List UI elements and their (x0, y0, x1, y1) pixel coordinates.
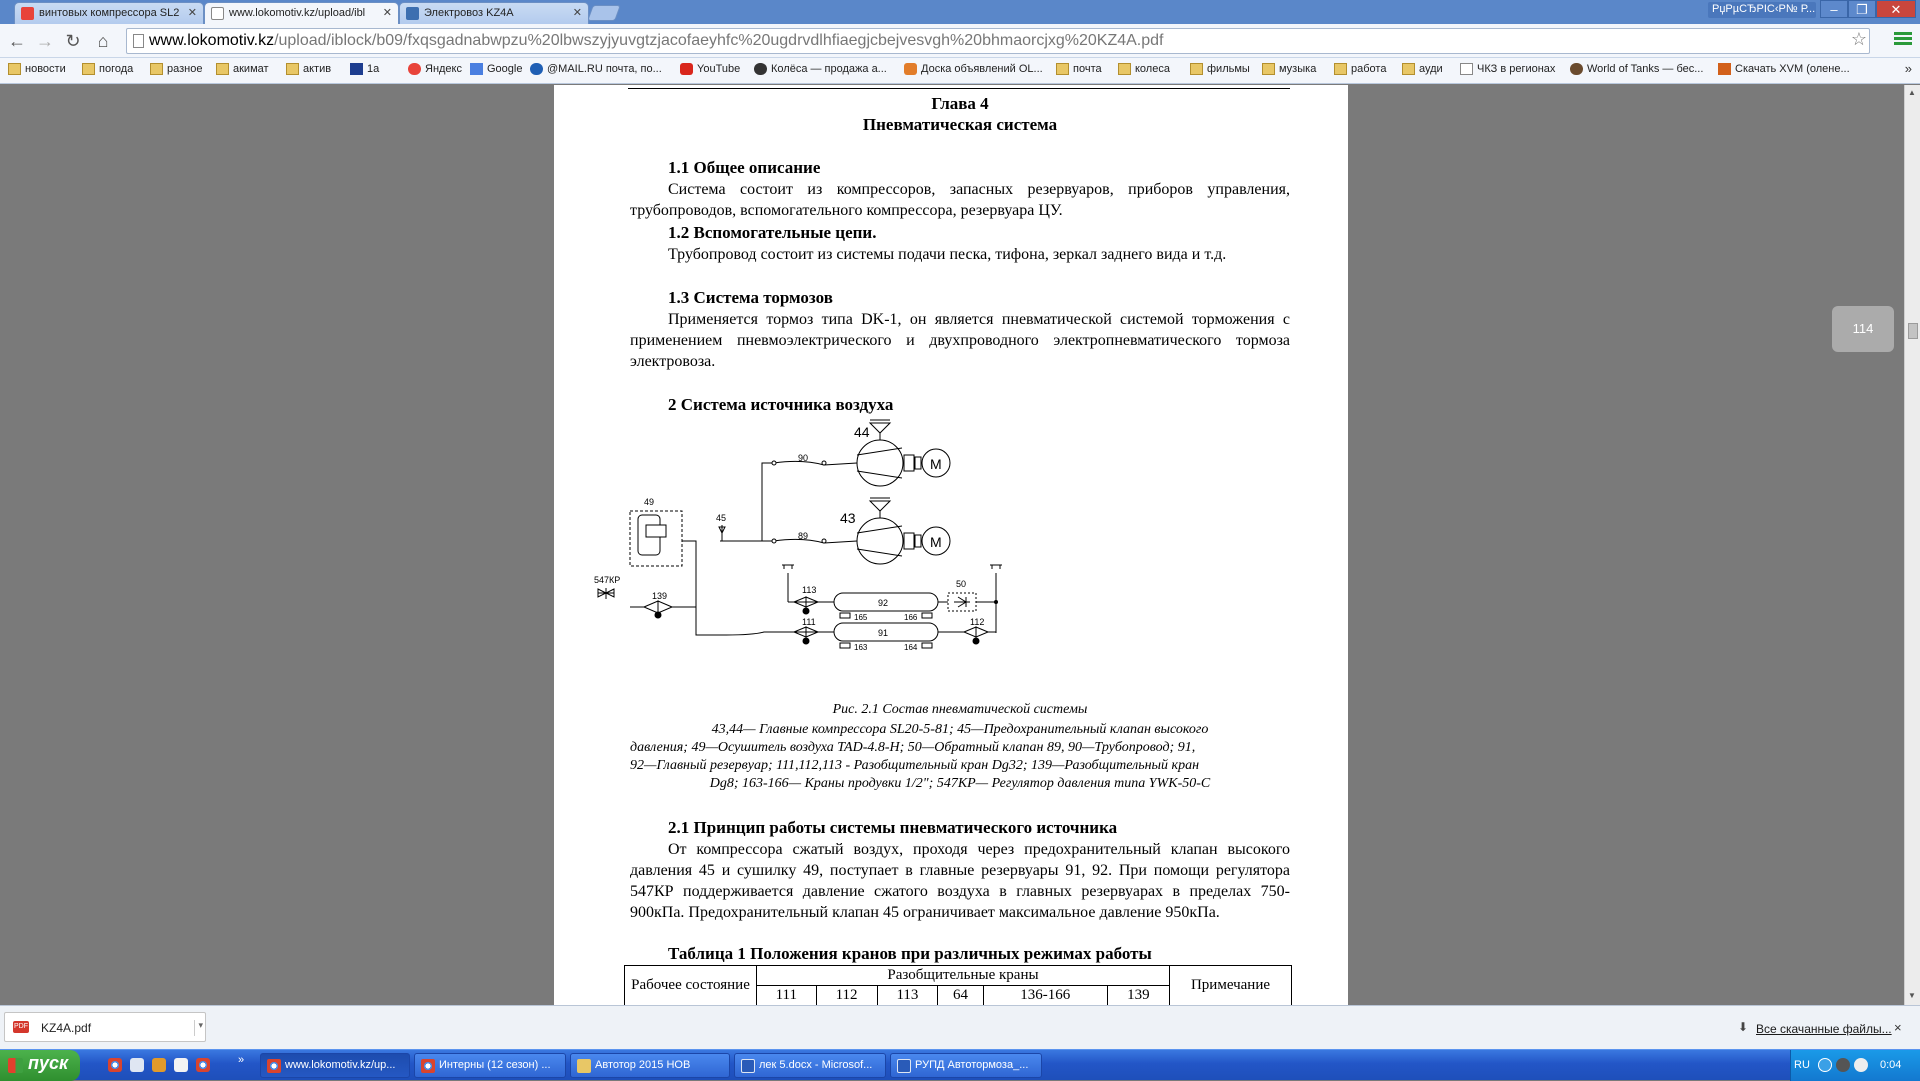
chapter-number: Глава 4 (931, 94, 989, 113)
window-title: РџРµСЂРІС‹Р№ Р... (1708, 2, 1816, 18)
bookmark-16[interactable] (1262, 63, 1316, 75)
label-90: 90 (798, 453, 809, 463)
label-111: 111 (802, 617, 816, 627)
gauge-left (782, 565, 794, 569)
volume-icon[interactable] (1854, 1058, 1868, 1072)
help-icon[interactable] (1818, 1058, 1832, 1072)
wheel-icon (754, 63, 767, 75)
yandex-icon (21, 7, 34, 20)
label-89: 89 (798, 531, 809, 541)
bookmark-7[interactable] (408, 63, 462, 75)
task-label: РУПД Автотормоза_... (915, 1059, 1029, 1071)
bookmark-11[interactable] (754, 63, 887, 75)
table-valve-139: 139 (1107, 986, 1169, 1006)
table-valve-112: 112 (816, 986, 877, 1006)
bookmark-label: почта (1073, 63, 1102, 75)
bookmark-17[interactable] (1334, 63, 1386, 75)
reload-button[interactable]: ↻ (65, 31, 81, 51)
bookmarks-bar (0, 58, 1920, 84)
tab-1[interactable] (14, 2, 204, 24)
bookmark-label: Google (487, 63, 523, 75)
bookmark-label: 1а (367, 63, 380, 75)
figure-legend-4: Dg8; 163-166— Краны продувки 1/2"; 547КР— Регулятор давления типа YWK-50-C (709, 776, 1211, 791)
folder-icon (286, 63, 299, 75)
gauge-right (990, 565, 1002, 569)
chrome-icon[interactable] (108, 1058, 122, 1072)
section-1-1-text: Система состоит из компрессоров, запасных резервуаров, приборов управления, трубопроводов, вспомогательного компрессора, резервуара ЦУ. (630, 181, 1290, 219)
bookmark-label: Доска объявлений OL... (921, 63, 1043, 75)
folder-icon (8, 63, 21, 75)
google-icon (470, 63, 483, 75)
app-icon[interactable] (152, 1058, 166, 1072)
taskbar (0, 1049, 1920, 1080)
close-icon[interactable]: ✕ (382, 7, 392, 19)
label-113: 113 (802, 585, 817, 595)
task-button-5[interactable] (890, 1053, 1042, 1078)
chevron-down-icon[interactable]: ▾ (194, 1020, 203, 1036)
tab-3[interactable] (399, 2, 589, 24)
bookmark-label: фильмы (1207, 63, 1250, 75)
dryer-49 (630, 511, 682, 566)
yandex-icon (408, 63, 421, 75)
tab-label: винтовых компрессора SL2 (39, 7, 180, 19)
bookmark-label: ауди (1419, 63, 1443, 75)
bookmark-label: Скачать XVM (олене... (1735, 63, 1850, 75)
table-header-state: Рабочее состояние (625, 966, 757, 1006)
maximize-button[interactable]: ❐ (1848, 0, 1876, 18)
label-112: 112 (970, 617, 985, 627)
page-rule (628, 88, 1290, 89)
motor-44-label: M (930, 456, 942, 472)
folder-icon (216, 63, 229, 75)
section-2-title: 2 Система источника воздуха (668, 395, 894, 414)
figure-legend-3: 92—Главный резервуар; 111,112,113 - Разобщительный кран Dg32; 139—Разобщительный кран (630, 758, 1200, 773)
folder-icon (577, 1059, 591, 1073)
close-icon[interactable]: ✕ (187, 7, 197, 19)
valve-113 (794, 597, 818, 614)
label-165: 165 (854, 613, 868, 622)
network-icon[interactable] (1836, 1058, 1850, 1072)
regulator-547kp (598, 588, 614, 599)
xvm-icon (1718, 63, 1731, 75)
notepad-icon[interactable] (174, 1058, 188, 1072)
bookmark-label: World of Tanks — бес... (1587, 63, 1704, 75)
section-1-1-title: 1.1 Общее описание (668, 158, 821, 177)
bookmark-13[interactable] (1056, 63, 1102, 75)
page-icon (1460, 63, 1473, 75)
safety-valve-45 (719, 525, 725, 541)
bookmark-label: Колёса — продажа а... (771, 63, 887, 75)
bookmark-label: Яндекс (425, 63, 462, 75)
wot-icon (1570, 63, 1583, 75)
tab-label: Электровоз KZ4A (424, 7, 514, 19)
mail-icon (530, 63, 543, 75)
valve-139 (644, 601, 672, 618)
table-title: Таблица 1 Положения кранов при различных режимах работы (668, 944, 1152, 963)
label-163: 163 (854, 643, 868, 652)
figure-legend-2: давления; 49—Осушитель воздуха TAD-4.8-H; 50—Обратный клапан 89, 90—Трубопровод; 91, (630, 740, 1196, 755)
start-label: пуск (28, 1053, 69, 1073)
task-button-3[interactable] (570, 1053, 730, 1078)
clock[interactable]: 0:04 (1880, 1059, 1902, 1071)
download-bar (0, 1005, 1920, 1049)
table-valve-111: 111 (757, 986, 817, 1006)
bookmark-4[interactable] (216, 63, 269, 75)
bookmark-label: акимат (233, 63, 269, 75)
label-45: 45 (716, 513, 727, 523)
folder-icon (82, 63, 95, 75)
olx-icon (904, 63, 917, 75)
folder-icon (1190, 63, 1203, 75)
task-button-4[interactable] (734, 1053, 886, 1078)
bookmark-3[interactable] (150, 63, 202, 75)
download-item[interactable] (4, 1012, 206, 1042)
scroll-thumb[interactable] (1908, 323, 1918, 339)
section-2-1-text: От компрессора сжатый воздух, проходя через предохранительный клапан высокого давления 45 и сушилку 49, поступает в главные резервуары 91, 92. При помощи регулятора 547КР поддерживается давление сжатого воздуха в главных резервуарах в пределах 750-900кПа. Предохранительный клапан 45 ограничивает максимальное давление 950кПа. (630, 841, 1290, 921)
download-file-name: KZ4A.pdf (41, 1021, 92, 1035)
page-icon (133, 34, 144, 48)
back-button[interactable]: ← (8, 31, 26, 51)
bookmark-1[interactable] (8, 63, 66, 75)
motor-43-label: M (930, 534, 942, 550)
task-label: www.lokomotiv.kz/up... (285, 1059, 396, 1071)
section-2-1-title: 2.1 Принцип работы системы пневматического источника (668, 818, 1118, 837)
close-icon[interactable]: ✕ (572, 7, 582, 19)
url-host: www.lokomotiv.kz (149, 32, 275, 49)
close-window-button[interactable]: ✕ (1876, 0, 1916, 18)
bookmark-5[interactable] (286, 63, 331, 75)
windows-logo-icon (8, 1058, 23, 1073)
forward-button[interactable]: → (36, 31, 54, 51)
label-43: 43 (840, 510, 856, 526)
start-button[interactable] (0, 1050, 80, 1081)
bookmark-12[interactable] (904, 63, 1043, 75)
bookmarks-more-icon[interactable]: » (1904, 61, 1912, 76)
figure-legend-1: 43,44— Главные компрессора SL20-5-81; 45—Предохранительный клапан высокого (711, 722, 1209, 737)
word-icon (741, 1059, 755, 1073)
label-547kp: 547КР (594, 575, 621, 585)
minimize-button[interactable]: – (1820, 0, 1848, 18)
bookmark-15[interactable] (1190, 63, 1250, 75)
bookmark-label: колеса (1135, 63, 1170, 75)
section-1-3-text: Применяется тормоз типа DK-1, он является пневматической системой торможения с применением пневмоэлектрического и двухпроводного электропневматического тормоза электровоза. (630, 311, 1290, 370)
star-icon[interactable]: ☆ (1850, 29, 1867, 49)
table-valve-136-166: 136-166 (983, 986, 1107, 1006)
pdf-icon: PDF (13, 1021, 29, 1033)
youtube-icon (680, 63, 693, 75)
page-icon (211, 7, 224, 20)
bookmark-19[interactable] (1460, 63, 1555, 75)
menu-icon[interactable] (1894, 30, 1912, 50)
bookmark-label: актив (303, 63, 332, 75)
chapter-title: Пневматическая система (862, 115, 1058, 134)
bookmark-14[interactable] (1118, 63, 1170, 75)
compressor-44 (857, 420, 950, 486)
label-166: 166 (904, 613, 918, 622)
show-all-downloads-link[interactable]: Все скачанные файлы... (1756, 1022, 1892, 1036)
label-91: 91 (878, 628, 889, 638)
bookmark-label: разное (167, 63, 203, 75)
scroll-down-icon[interactable]: ▼ (1908, 991, 1916, 1000)
language-indicator[interactable]: RU (1794, 1059, 1810, 1071)
bookmark-label: ЧКЗ в регионах (1477, 63, 1556, 75)
table-valve-64: 64 (938, 986, 983, 1006)
bookmark-label: YouTube (697, 63, 741, 75)
pdf-page (554, 85, 1348, 1005)
tab-strip (0, 0, 1920, 24)
folder-icon (1118, 63, 1131, 75)
chrome-icon (267, 1059, 281, 1073)
bookmark-21[interactable] (1718, 63, 1850, 75)
toolbar (0, 24, 1920, 58)
bookmark-2[interactable] (82, 63, 133, 75)
folder-icon (1334, 63, 1347, 75)
tab-2[interactable] (204, 2, 399, 24)
compressor-43 (857, 498, 950, 564)
folder-icon (1262, 63, 1275, 75)
address-bar[interactable] (126, 28, 1870, 54)
close-icon[interactable]: × (1894, 1020, 1902, 1035)
label-139: 139 (652, 591, 668, 601)
table-header-note: Примечание (1170, 966, 1292, 1006)
section-1-3-title: 1.3 Система тормозов (668, 288, 833, 307)
check-valve-50 (948, 593, 976, 611)
section-1-2-text: Трубопровод состоит из системы подачи песка, тифона, зеркал заднего вида и т.д. (668, 246, 1227, 263)
tab-label: www.lokomotiv.kz/upload/ibl (229, 7, 366, 19)
figure-caption: Рис. 2.1 Состав пневматической системы (832, 702, 1088, 717)
label-50: 50 (956, 579, 967, 589)
table-header-valves: Разобщительные краны (757, 966, 1170, 986)
task-label: лек 5.docx - Microsof... (759, 1059, 873, 1071)
section-1-2-title: 1.2 Вспомогательные цепи. (668, 223, 877, 242)
page-number-indicator: 114 (1832, 306, 1894, 352)
bookmark-20[interactable] (1570, 63, 1703, 75)
folder-icon (150, 63, 163, 75)
label-164: 164 (904, 643, 918, 652)
task-button-2[interactable] (414, 1053, 566, 1078)
bookmark-8[interactable] (470, 63, 522, 75)
chrome-icon (421, 1059, 435, 1073)
scrollbar[interactable] (1904, 85, 1920, 1005)
download-icon: ⬇ (1738, 1020, 1749, 1034)
bookmark-6[interactable] (350, 63, 379, 75)
task-label: Автотор 2015 НОВ (595, 1059, 691, 1071)
task-button-1[interactable] (260, 1053, 410, 1078)
label-44: 44 (854, 424, 870, 440)
word-icon[interactable] (130, 1058, 144, 1072)
bookmark-label: новости (25, 63, 66, 75)
bookmark-label: музыка (1279, 63, 1317, 75)
chrome-icon[interactable] (196, 1058, 210, 1072)
folder-icon (1056, 63, 1069, 75)
folder-icon (1402, 63, 1415, 75)
bookmark-10[interactable] (680, 63, 740, 75)
bookmark-label: погода (99, 63, 134, 75)
bookmark-18[interactable] (1402, 63, 1443, 75)
url-path: /upload/iblock/b09/fxqsgadnabwpzu%20lbwszyjyuvgtzjacofaeyhfc%20ugdrvdlhfiaegjcbejvesvgh%20bhmaorcjxg%20KZ4A.pdf (274, 32, 1164, 49)
label-92: 92 (878, 598, 889, 608)
valve-112 (964, 627, 988, 644)
home-button[interactable]: ⌂ (97, 31, 109, 51)
bookmark-label: работа (1351, 63, 1387, 75)
quicklaunch-more-icon[interactable]: » (238, 1054, 245, 1066)
new-tab-button[interactable] (587, 5, 621, 21)
valve-table (624, 965, 1292, 1006)
bookmark-label: @MAIL.RU почта, по... (547, 63, 662, 75)
table-valve-113: 113 (877, 986, 938, 1006)
bookmark-9[interactable] (530, 63, 662, 75)
scroll-up-icon[interactable]: ▲ (1908, 88, 1916, 97)
z-icon (350, 63, 363, 75)
task-label: Интерны (12 сезон) ... (439, 1059, 551, 1071)
word-icon (897, 1059, 911, 1073)
label-49: 49 (644, 497, 655, 507)
site-icon (406, 7, 419, 20)
valve-111 (794, 627, 818, 644)
